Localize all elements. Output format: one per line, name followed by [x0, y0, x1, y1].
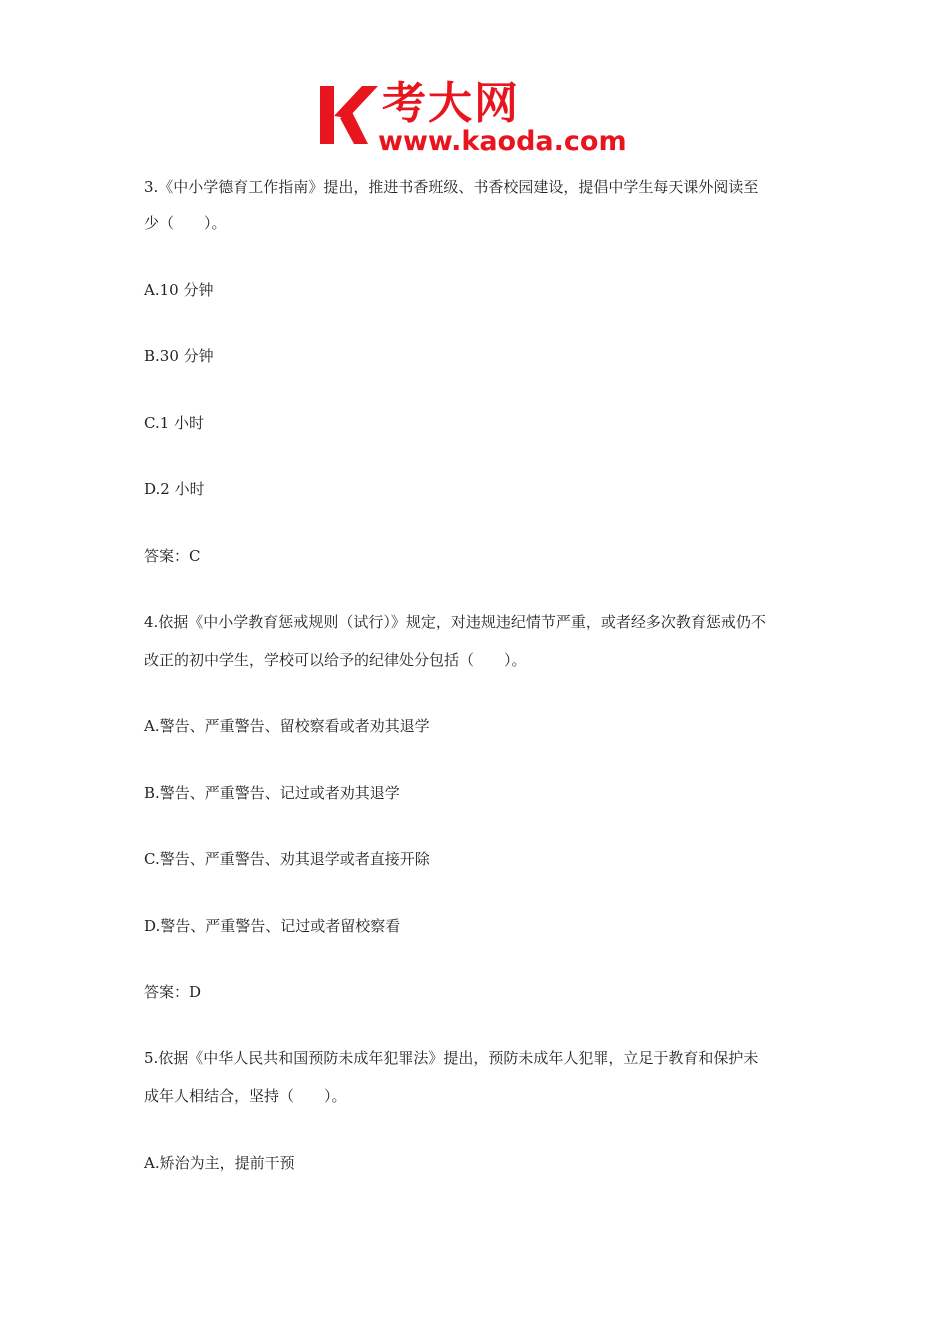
question-3-option-b: B.30 分钟 [144, 347, 214, 365]
question-4-stem-line-1: 4.依据《中小学教育惩戒规则（试行）》规定，对违规违纪情节严重，或者经多次教育惩戒仍不 [144, 613, 766, 631]
question-3-stem-line-2: 少（ ）。 [144, 214, 227, 232]
question-4-option-a: A.警告、严重警告、留校察看或者劝其退学 [144, 717, 430, 735]
question-3-option-d: D.2 小时 [144, 480, 205, 498]
question-4-option-c: C.警告、严重警告、劝其退学或者直接开除 [144, 850, 430, 868]
logo-chinese-name: 考大网 [382, 78, 520, 129]
question-3-option-a: A.10 分钟 [144, 281, 214, 299]
question-5-stem-line-1: 5.依据《中华人民共和国预防未成年犯罪法》提出，预防未成年人犯罪，立足于教育和保护未 [144, 1049, 759, 1067]
kaoda-logo [318, 80, 638, 160]
question-5-option-a: A.矫治为主，提前干预 [144, 1154, 295, 1172]
question-4-answer: 答案：D [144, 983, 202, 1001]
k-logo-icon [318, 82, 380, 148]
question-4-option-d: D.警告、严重警告、记过或者留校察看 [144, 917, 401, 935]
question-4-option-b: B.警告、严重警告、记过或者劝其退学 [144, 784, 400, 802]
question-3-answer: 答案：C [144, 547, 201, 565]
question-5-stem-line-2: 成年人相结合，坚持（ ）。 [144, 1087, 347, 1105]
question-3-option-c: C.1 小时 [144, 414, 205, 432]
question-4-stem-line-2: 改正的初中学生，学校可以给予的纪律处分包括（ ）。 [144, 651, 527, 669]
logo-url: www.kaoda.com [378, 126, 627, 157]
question-3-stem-line-1: 3.《中小学德育工作指南》提出，推进书香班级、书香校园建设，提倡中学生每天课外阅读至 [144, 178, 759, 196]
